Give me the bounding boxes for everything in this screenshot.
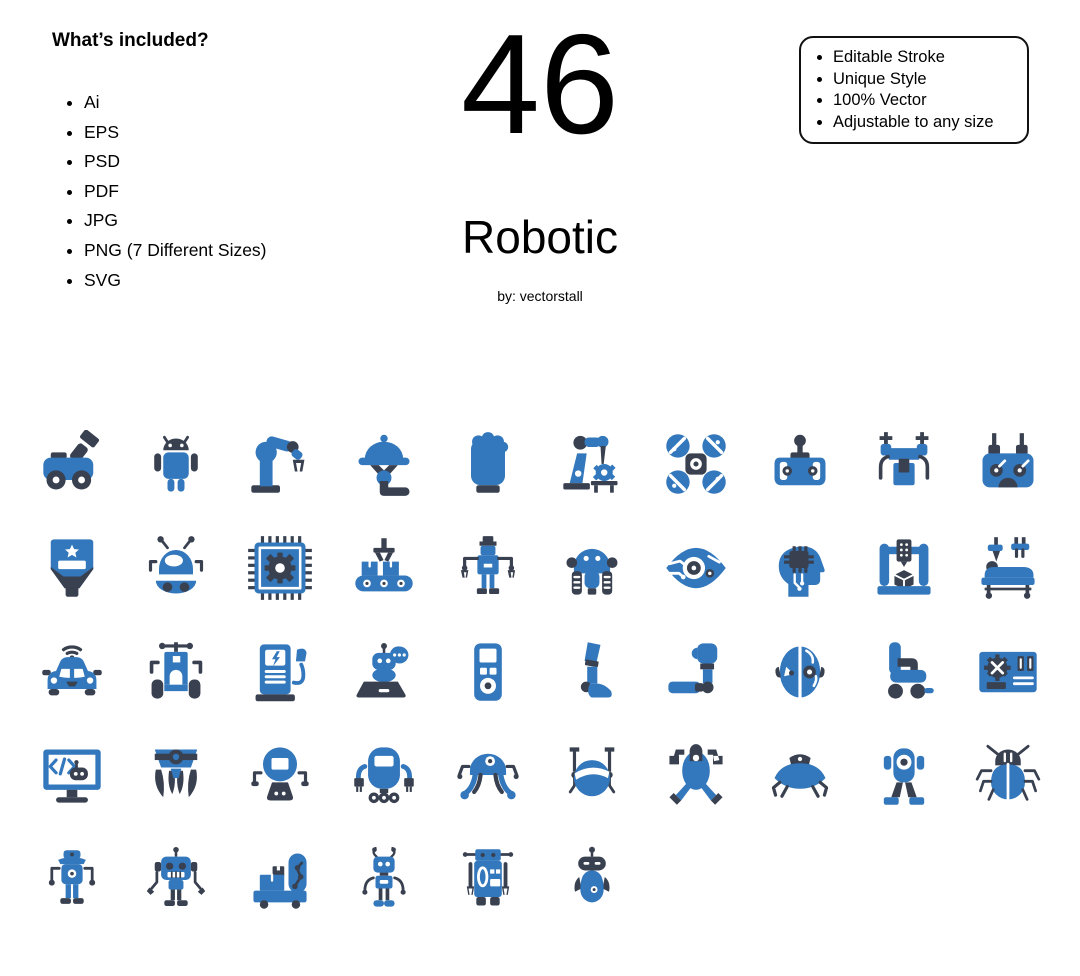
3d-printer-icon [869, 533, 939, 603]
icon-grid [20, 412, 1060, 932]
pack-title: Robotic [462, 211, 618, 263]
bionic-arm-icon [661, 637, 731, 707]
police-robot-icon [37, 845, 107, 915]
vintage-robot-icon [453, 845, 523, 915]
bionic-eye-icon [661, 533, 731, 603]
bionic-leg-icon [557, 637, 627, 707]
claw-robot-icon [453, 533, 523, 603]
robotic-wheelchair-icon [869, 637, 939, 707]
spider-robot-icon [141, 741, 211, 811]
bullet-item: • SVG [84, 266, 352, 296]
features-box [799, 36, 1029, 144]
robotic-arm-icon [245, 429, 315, 499]
hover-robot-icon [245, 741, 315, 811]
mini-rover-robot-icon [141, 533, 211, 603]
circuit-board-icon [973, 637, 1043, 707]
rover-robot-icon [37, 429, 107, 499]
android-robot-icon [141, 429, 211, 499]
robot-helmet-icon [37, 533, 107, 603]
icon-count: 46 [461, 5, 619, 164]
bullet-item: • Unique Style [833, 69, 1017, 91]
byline: by: vectorstall [497, 288, 583, 304]
surgical-robot-icon [973, 533, 1043, 603]
bullet-item: • EPS [84, 118, 352, 148]
cyborg-head-icon [765, 637, 835, 707]
toy-robot-icon [349, 845, 419, 915]
beetle-robot-icon [973, 741, 1043, 811]
flying-robot-icon [661, 741, 731, 811]
cpu-chip-gear-icon [245, 533, 315, 603]
orb-robot-icon [557, 741, 627, 811]
bullet-item: • JPG [84, 206, 352, 236]
robot-programming-icon [37, 741, 107, 811]
mech-robot-icon [869, 741, 939, 811]
bullet-item: • PSD [84, 147, 352, 177]
features-list [805, 47, 1017, 133]
bullet-item: • Editable Stroke [833, 47, 1017, 69]
assembly-robot-arm-icon [557, 429, 627, 499]
bullet-item: • PDF [84, 177, 352, 207]
factory-cart-robot-icon [245, 845, 315, 915]
waiter-robot-icon [349, 429, 419, 499]
handheld-remote-icon [453, 637, 523, 707]
chatbot-icon [349, 637, 419, 707]
robotic-hand-icon [453, 429, 523, 499]
quadcopter-drone-icon [661, 429, 731, 499]
crab-robot-icon [765, 741, 835, 811]
radio-controller-icon [973, 429, 1043, 499]
bullet-item: • Adjustable to any size [833, 112, 1017, 134]
charging-station-icon [245, 637, 315, 707]
autonomous-car-icon [37, 637, 107, 707]
ai-head-icon [765, 533, 835, 603]
delivery-drone-icon [869, 429, 939, 499]
classic-robot-icon [141, 845, 211, 915]
bullet-item: • PNG (7 Different Sizes) [84, 236, 352, 266]
quadruped-robot-icon [453, 741, 523, 811]
bullet-item: • Ai [84, 88, 352, 118]
assistant-robot-icon [557, 845, 627, 915]
conveyor-gripper-icon [349, 533, 419, 603]
guard-robot-icon [557, 533, 627, 603]
joystick-controller-icon [765, 429, 835, 499]
rover-vehicle-icon [141, 637, 211, 707]
whats-included-title: What’s included? [52, 30, 209, 51]
plug-robot-icon [349, 741, 419, 811]
bullet-item: • 100% Vector [833, 90, 1017, 112]
